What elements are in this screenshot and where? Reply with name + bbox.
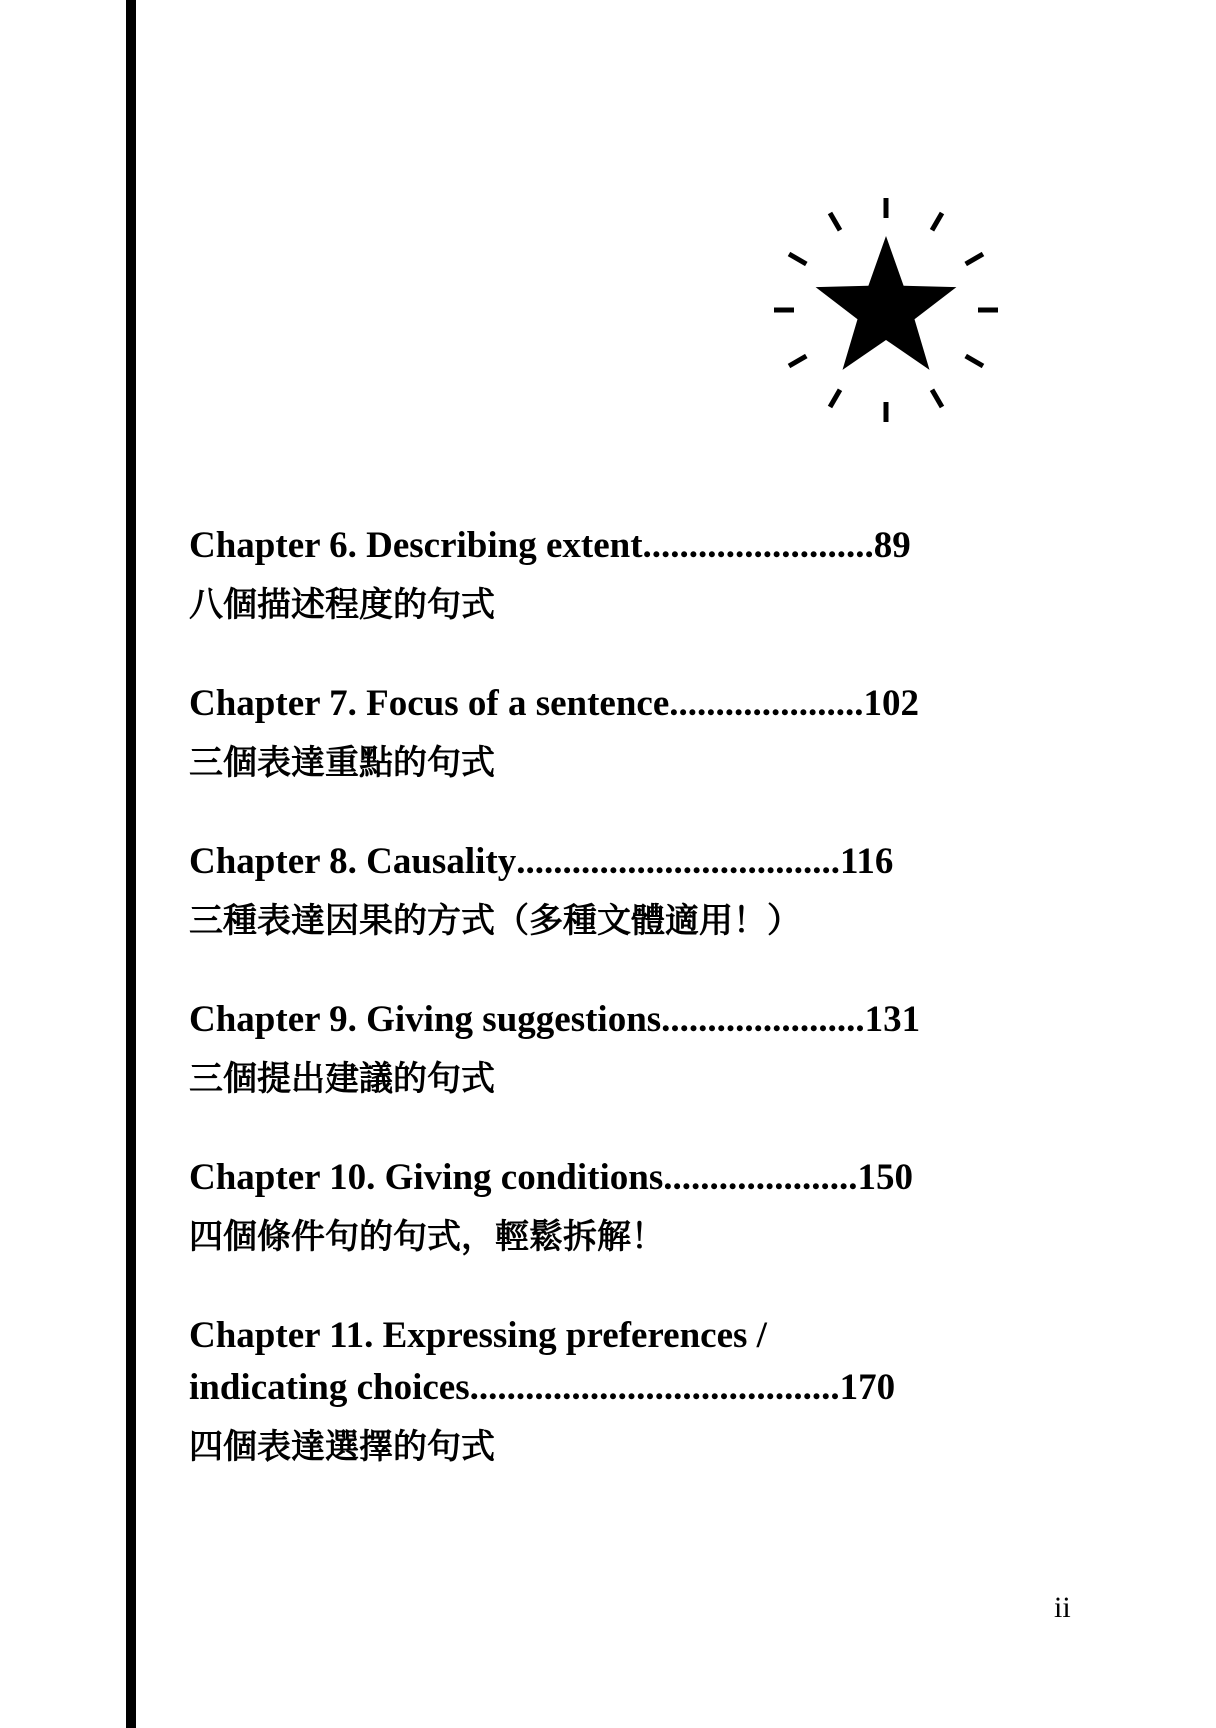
toc-entry-page-number: 116 bbox=[839, 841, 894, 882]
star-ray bbox=[789, 254, 806, 264]
toc-entry-line bbox=[189, 1362, 1019, 1414]
toc-entry-line bbox=[189, 1152, 1019, 1204]
star-ray bbox=[932, 213, 942, 230]
toc-entry-line bbox=[189, 994, 1019, 1046]
toc-entry-chinese-subtitle: 三個表達重點的句式 bbox=[189, 743, 495, 783]
toc-entry-page-number: 102 bbox=[863, 683, 920, 724]
toc-entry-chapter-9 bbox=[189, 994, 1019, 1108]
page-spine-bar bbox=[126, 0, 136, 1728]
star-ray bbox=[789, 356, 806, 366]
toc-dot-leader: ..................... bbox=[669, 683, 864, 724]
toc-entry-line bbox=[189, 836, 1019, 888]
toc-dot-leader: ...................... bbox=[661, 999, 865, 1040]
toc-dot-leader: ..................... bbox=[663, 1157, 858, 1198]
star-ray bbox=[966, 254, 983, 264]
toc-entry-line bbox=[189, 678, 1019, 730]
toc-entry-page-number: 89 bbox=[873, 525, 911, 566]
toc-entry-page-number: 150 bbox=[857, 1157, 913, 1198]
toc-entry-chapter-11 bbox=[189, 1310, 1019, 1476]
toc-entry-chinese-subtitle: 四個條件句的句式，輕鬆拆解！ bbox=[189, 1217, 665, 1257]
toc-entry-chapter-8 bbox=[189, 836, 1019, 950]
toc-entry-title: Chapter 6. Describing extent bbox=[189, 525, 643, 566]
toc-entry-page-number: 170 bbox=[839, 1367, 896, 1408]
toc-entry-chinese-subtitle: 八個描述程度的句式 bbox=[189, 585, 495, 625]
star-ray bbox=[830, 213, 840, 230]
toc-entry-chapter-6 bbox=[189, 520, 1019, 634]
toc-entry-title: Chapter 7. Focus of a sentence bbox=[189, 683, 670, 724]
star-burst-icon bbox=[766, 190, 1006, 430]
toc-dot-leader: ........................................ bbox=[469, 1367, 840, 1408]
toc-entry-title: Chapter 10. Giving conditions bbox=[189, 1157, 664, 1198]
toc-dot-leader: ......................... bbox=[642, 525, 874, 566]
page-number: ii bbox=[1054, 1591, 1071, 1624]
toc-entry-page-number: 131 bbox=[864, 999, 921, 1040]
toc-entry-chapter-7 bbox=[189, 678, 1019, 792]
star-ray bbox=[966, 356, 983, 366]
star-ray bbox=[830, 390, 840, 407]
table-of-contents bbox=[189, 520, 1019, 1520]
toc-entry-line bbox=[189, 1310, 1019, 1362]
star-ray bbox=[932, 390, 942, 407]
toc-entry-title: Chapter 9. Giving suggestions bbox=[189, 999, 662, 1040]
toc-entry-title: Chapter 8. Causality bbox=[189, 841, 517, 882]
toc-entry-title: Chapter 11. Expressing preferences / bbox=[189, 1315, 767, 1356]
toc-entry-title-continued: indicating choices bbox=[189, 1367, 470, 1408]
toc-entry-chapter-10 bbox=[189, 1152, 1019, 1266]
toc-dot-leader: ................................... bbox=[516, 841, 840, 882]
toc-entry-chinese-subtitle: 四個表達選擇的句式 bbox=[189, 1427, 495, 1467]
toc-entry-line bbox=[189, 520, 1019, 572]
toc-entry-chinese-subtitle: 三個提出建議的句式 bbox=[189, 1059, 495, 1099]
toc-entry-chinese-subtitle: 三種表達因果的方式（多種文體適用！） bbox=[189, 901, 801, 941]
